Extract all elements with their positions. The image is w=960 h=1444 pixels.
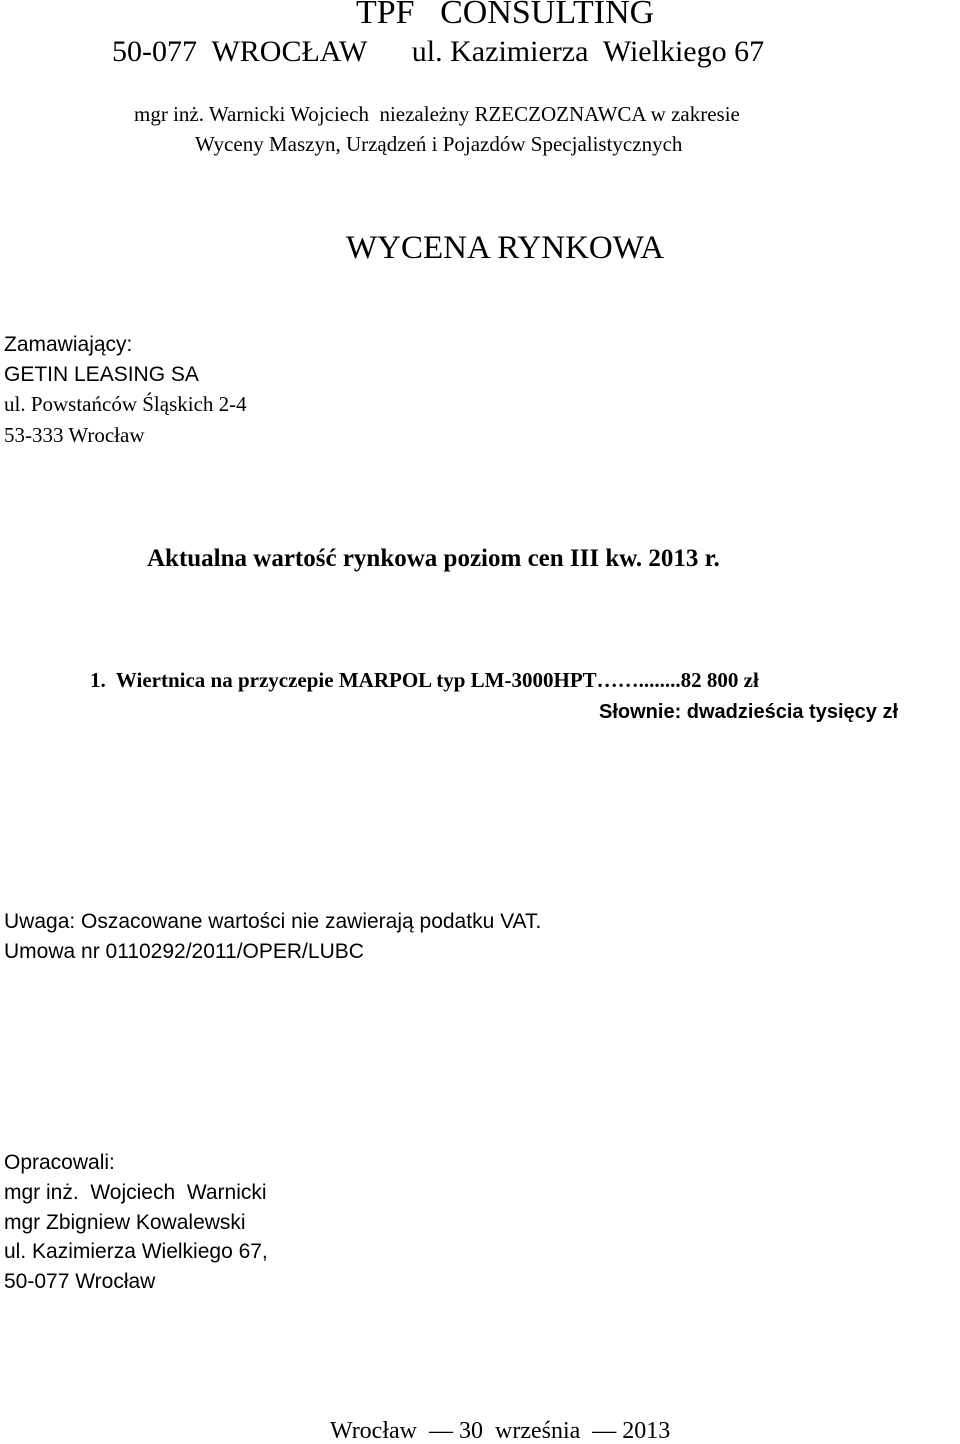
contract-number: Umowa nr 0110292/2011/OPER/LUBC [4, 940, 364, 963]
client-label: Zamawiający: [4, 333, 133, 356]
author-2: mgr Zbigniew Kowalewski [4, 1211, 246, 1234]
client-street: ul. Powstańców Śląskich 2-4 [4, 392, 247, 416]
company-name: TPF CONSULTING [356, 0, 655, 31]
authors-street: ul. Kazimierza Wielkiego 67, [4, 1240, 268, 1263]
appraiser-line-1: mgr inż. Warnicki Wojciech niezależny RZECZOZNAWCA w zakresie [134, 102, 740, 126]
place-and-date: Wrocław — 30 września — 2013 [330, 1418, 671, 1444]
appraiser-line-2: Wyceny Maszyn, Urządzeń i Pojazdów Specjalistycznych [195, 132, 683, 156]
valuation-amount-in-words: Słownie: dwadzieścia tysięcy zł [599, 701, 899, 723]
client-city: 53-333 Wrocław [4, 423, 145, 447]
vat-note: Uwaga: Oszacowane wartości nie zawierają podatku VAT. [4, 910, 542, 933]
document-title: WYCENA RYNKOWA [346, 230, 665, 266]
client-name: GETIN LEASING SA [4, 363, 199, 386]
author-1: mgr inż. Wojciech Warnicki [4, 1181, 267, 1204]
authors-label: Opracowali: [4, 1151, 115, 1174]
valuation-item: 1. Wiertnica na przyczepie MARPOL typ LM-3000HPT……........82 800 zł [90, 668, 759, 692]
valuation-heading: Aktualna wartość rynkowa poziom cen III kw. 2013 r. [147, 545, 720, 572]
company-address: 50-077 WROCŁAW ul. Kazimierza Wielkiego 67 [112, 35, 765, 68]
authors-city: 50-077 Wrocław [4, 1270, 156, 1293]
